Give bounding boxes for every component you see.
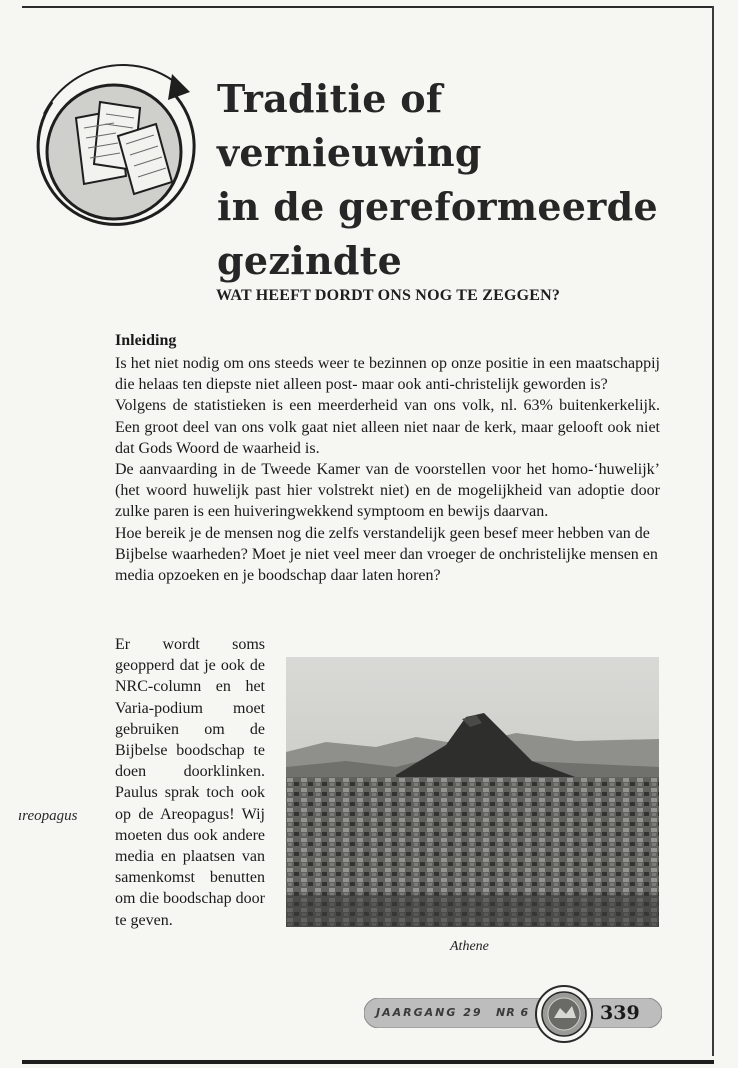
footer-volume: JAARGANG 29 — [376, 1006, 483, 1019]
photo-caption: Athene — [450, 939, 489, 954]
top-border-rule — [22, 6, 714, 8]
title-line: gezindte — [217, 238, 403, 283]
page-number: 339 — [600, 1002, 640, 1024]
athens-photo — [286, 657, 659, 927]
narrow-column-text: Er wordt soms geopperd dat je ook de NRC-column en het Varia-podium moet gebruiken om de Bijbelse boodschap te doen doorklinken. Paulus sprak toch ook op de Areopagus! Wij moeten dus ook andere media en plaatsen van samenkomst benutten om die boodschap door te geven. — [115, 636, 265, 929]
article-subtitle: WAT HEEFT DORDT ONS NOG TE ZEGGEN? — [216, 287, 561, 304]
bottom-border-rule — [22, 1060, 714, 1064]
footer-issue: NR 6 — [496, 1006, 530, 1019]
body-paragraph: Is het niet nodig om ons steeds weer te bezinnen op onze positie in een maatschappij die helaas ten diepste niet alleen post- maar ook anti-christelijk geworden is? — [115, 355, 660, 394]
body-paragraph: De aanvaarding in de Tweede Kamer van de voorstellen voor het homo-‘huwelijk’ (het woord huwelijk past hier volstrekt niet) en de mogelijkheid van adoptie door zulke paren is een huiveringwekkend symptoom en bewijs daarvan. — [115, 461, 660, 521]
body-paragraph: Volgens de statistieken is een meerderheid van ons volk, nl. 63% buitenkerkelijk. Een groot deel van ons volk gaat niet alleen niet naar de kerk, maar gelooft ook niet dat Gods Woord de waarheid is. — [115, 397, 660, 457]
documents-cycle-icon — [22, 62, 204, 234]
body-paragraph: Hoe bereik je de mensen nog die zelfs verstandelijk geen besef meer hebben van de Bijbelse waarheden? Moet je niet veel meer dan vroeger de onchristelijke mensen en media opzoeken en je boodschap daar laten horen? — [115, 524, 658, 585]
seal-icon — [534, 984, 594, 1044]
title-line: Traditie of vernieuwing — [217, 76, 482, 175]
article-body — [115, 353, 660, 586]
article-title — [217, 72, 697, 288]
title-line: in de gereformeerde — [217, 184, 658, 229]
margin-note: ıreopagus — [18, 808, 78, 824]
section-heading: Inleiding — [115, 332, 177, 349]
right-page-edge — [712, 6, 714, 1056]
